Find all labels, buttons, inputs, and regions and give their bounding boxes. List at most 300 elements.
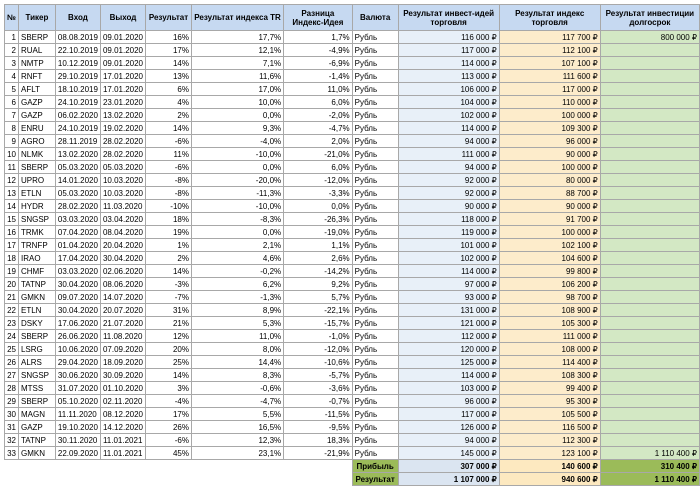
cell-index-trading[interactable]: 114 400 ₽ — [499, 356, 600, 369]
cell-ideas-trading[interactable]: 103 000 ₽ — [398, 382, 499, 395]
cell-index-trading[interactable]: 90 000 ₽ — [499, 200, 600, 213]
cell-ideas-trading[interactable]: 118 000 ₽ — [398, 213, 499, 226]
cell-ideas-trading[interactable]: 119 000 ₽ — [398, 226, 499, 239]
cell-number[interactable]: 26 — [5, 356, 19, 369]
summary-label[interactable]: Прибыль — [352, 460, 398, 473]
cell-index-trading[interactable]: 116 500 ₽ — [499, 421, 600, 434]
summary-ideas-trading[interactable]: 307 000 ₽ — [398, 460, 499, 473]
cell-index-trading[interactable]: 106 200 ₽ — [499, 278, 600, 291]
cell-result[interactable]: 45% — [146, 447, 192, 460]
cell-index-trading[interactable]: 123 100 ₽ — [499, 447, 600, 460]
cell-number[interactable]: 5 — [5, 83, 19, 96]
cell-diff[interactable]: -5,7% — [284, 369, 352, 382]
cell-index-trading[interactable]: 104 600 ₽ — [499, 252, 600, 265]
cell-index-tr[interactable]: 6,2% — [191, 278, 283, 291]
cell-number[interactable]: 24 — [5, 330, 19, 343]
cell-ticker[interactable]: MAGN — [18, 408, 55, 421]
cell-index-trading[interactable]: 117 000 ₽ — [499, 83, 600, 96]
cell-ticker[interactable]: SBERP — [18, 395, 55, 408]
cell-diff[interactable]: -10,6% — [284, 356, 352, 369]
summary-longterm[interactable]: 310 400 ₽ — [600, 460, 699, 473]
cell-ticker[interactable]: AFLT — [18, 83, 55, 96]
cell-ideas-trading[interactable]: 94 000 ₽ — [398, 434, 499, 447]
cell-exit-date[interactable]: 23.01.2020 — [100, 96, 145, 109]
cell-entry-date[interactable]: 17.06.2020 — [55, 317, 100, 330]
cell-longterm[interactable] — [600, 148, 699, 161]
cell-ideas-trading[interactable]: 101 000 ₽ — [398, 239, 499, 252]
cell-longterm[interactable] — [600, 434, 699, 447]
cell-result[interactable]: 31% — [146, 304, 192, 317]
cell-exit-date[interactable]: 09.01.2020 — [100, 44, 145, 57]
cell-ideas-trading[interactable]: 116 000 ₽ — [398, 31, 499, 44]
cell-exit-date[interactable]: 14.12.2020 — [100, 421, 145, 434]
cell-index-tr[interactable]: 17,0% — [191, 83, 283, 96]
cell-number[interactable]: 9 — [5, 135, 19, 148]
cell-currency[interactable]: Рубль — [352, 356, 398, 369]
cell-longterm[interactable] — [600, 135, 699, 148]
cell-index-trading[interactable]: 105 500 ₽ — [499, 408, 600, 421]
cell-exit-date[interactable]: 28.02.2020 — [100, 148, 145, 161]
cell-index-tr[interactable]: 23,1% — [191, 447, 283, 460]
cell-number[interactable]: 14 — [5, 200, 19, 213]
cell-ideas-trading[interactable]: 114 000 ₽ — [398, 369, 499, 382]
cell-ticker[interactable]: SBERP — [18, 330, 55, 343]
cell-index-tr[interactable]: -10,0% — [191, 148, 283, 161]
cell-index-trading[interactable]: 111 000 ₽ — [499, 330, 600, 343]
cell-result[interactable]: 14% — [146, 122, 192, 135]
cell-index-tr[interactable]: 16,5% — [191, 421, 283, 434]
cell-exit-date[interactable]: 14.07.2020 — [100, 291, 145, 304]
cell-currency[interactable]: Рубль — [352, 109, 398, 122]
cell-longterm[interactable] — [600, 57, 699, 70]
cell-diff[interactable]: -19,0% — [284, 226, 352, 239]
cell-exit-date[interactable]: 05.03.2020 — [100, 161, 145, 174]
cell-diff[interactable]: 11,0% — [284, 83, 352, 96]
cell-index-trading[interactable]: 90 000 ₽ — [499, 148, 600, 161]
cell-exit-date[interactable]: 07.09.2020 — [100, 343, 145, 356]
cell-currency[interactable]: Рубль — [352, 252, 398, 265]
cell-diff[interactable]: 18,3% — [284, 434, 352, 447]
cell-ideas-trading[interactable]: 126 000 ₽ — [398, 421, 499, 434]
cell-ticker[interactable]: NMTP — [18, 57, 55, 70]
cell-ticker[interactable]: NLMK — [18, 148, 55, 161]
cell-ticker[interactable]: SNGSP — [18, 213, 55, 226]
cell-ideas-trading[interactable]: 102 000 ₽ — [398, 109, 499, 122]
cell-result[interactable]: 12% — [146, 330, 192, 343]
cell-exit-date[interactable]: 02.11.2020 — [100, 395, 145, 408]
cell-ticker[interactable]: GMKN — [18, 447, 55, 460]
cell-currency[interactable]: Рубль — [352, 434, 398, 447]
cell-index-tr[interactable]: -0,6% — [191, 382, 283, 395]
cell-ideas-trading[interactable]: 92 000 ₽ — [398, 187, 499, 200]
cell-result[interactable]: 18% — [146, 213, 192, 226]
cell-index-tr[interactable]: 0,0% — [191, 226, 283, 239]
cell-currency[interactable]: Рубль — [352, 57, 398, 70]
cell-exit-date[interactable]: 03.04.2020 — [100, 213, 145, 226]
cell-currency[interactable]: Рубль — [352, 70, 398, 83]
cell-exit-date[interactable]: 10.03.2020 — [100, 174, 145, 187]
cell-index-tr[interactable]: 17,7% — [191, 31, 283, 44]
cell-number[interactable]: 29 — [5, 395, 19, 408]
cell-entry-date[interactable]: 13.02.2020 — [55, 148, 100, 161]
cell-index-tr[interactable]: 12,3% — [191, 434, 283, 447]
cell-longterm[interactable] — [600, 291, 699, 304]
cell-ideas-trading[interactable]: 96 000 ₽ — [398, 395, 499, 408]
cell-entry-date[interactable]: 22.09.2020 — [55, 447, 100, 460]
cell-exit-date[interactable]: 11.03.2020 — [100, 200, 145, 213]
cell-longterm[interactable] — [600, 174, 699, 187]
cell-longterm[interactable] — [600, 343, 699, 356]
cell-currency[interactable]: Рубль — [352, 395, 398, 408]
cell-longterm[interactable] — [600, 70, 699, 83]
cell-result[interactable]: -6% — [146, 135, 192, 148]
cell-currency[interactable]: Рубль — [352, 83, 398, 96]
cell-index-trading[interactable]: 102 100 ₽ — [499, 239, 600, 252]
cell-currency[interactable]: Рубль — [352, 122, 398, 135]
cell-index-trading[interactable]: 108 300 ₽ — [499, 369, 600, 382]
cell-result[interactable]: -8% — [146, 187, 192, 200]
cell-number[interactable]: 10 — [5, 148, 19, 161]
cell-index-trading[interactable]: 99 800 ₽ — [499, 265, 600, 278]
cell-result[interactable]: 6% — [146, 83, 192, 96]
cell-entry-date[interactable]: 30.04.2020 — [55, 304, 100, 317]
cell-number[interactable]: 7 — [5, 109, 19, 122]
cell-currency[interactable]: Рубль — [352, 148, 398, 161]
cell-result[interactable]: -6% — [146, 161, 192, 174]
cell-currency[interactable]: Рубль — [352, 265, 398, 278]
cell-ideas-trading[interactable]: 94 000 ₽ — [398, 161, 499, 174]
cell-entry-date[interactable]: 19.10.2020 — [55, 421, 100, 434]
cell-result[interactable]: 14% — [146, 369, 192, 382]
cell-diff[interactable]: 6,0% — [284, 96, 352, 109]
cell-currency[interactable]: Рубль — [352, 200, 398, 213]
cell-result[interactable]: 25% — [146, 356, 192, 369]
cell-number[interactable]: 33 — [5, 447, 19, 460]
cell-currency[interactable]: Рубль — [352, 343, 398, 356]
cell-ticker[interactable]: TRNFP — [18, 239, 55, 252]
cell-diff[interactable]: -3,6% — [284, 382, 352, 395]
cell-currency[interactable]: Рубль — [352, 421, 398, 434]
cell-ideas-trading[interactable]: 145 000 ₽ — [398, 447, 499, 460]
cell-longterm[interactable] — [600, 96, 699, 109]
cell-index-trading[interactable]: 109 300 ₽ — [499, 122, 600, 135]
cell-index-tr[interactable]: 5,5% — [191, 408, 283, 421]
cell-ideas-trading[interactable]: 114 000 ₽ — [398, 57, 499, 70]
cell-ideas-trading[interactable]: 104 000 ₽ — [398, 96, 499, 109]
cell-result[interactable]: 4% — [146, 96, 192, 109]
cell-result[interactable]: -8% — [146, 174, 192, 187]
cell-result[interactable]: 17% — [146, 408, 192, 421]
cell-index-tr[interactable]: -10,0% — [191, 200, 283, 213]
cell-index-trading[interactable]: 112 100 ₽ — [499, 44, 600, 57]
cell-currency[interactable]: Рубль — [352, 291, 398, 304]
cell-ideas-trading[interactable]: 121 000 ₽ — [398, 317, 499, 330]
summary-index-trading[interactable]: 140 600 ₽ — [499, 460, 600, 473]
cell-result[interactable]: 11% — [146, 148, 192, 161]
cell-diff[interactable]: -6,9% — [284, 57, 352, 70]
cell-result[interactable]: 2% — [146, 252, 192, 265]
cell-index-tr[interactable]: 8,0% — [191, 343, 283, 356]
cell-exit-date[interactable]: 17.01.2020 — [100, 70, 145, 83]
cell-index-tr[interactable]: -11,3% — [191, 187, 283, 200]
cell-number[interactable]: 18 — [5, 252, 19, 265]
cell-longterm[interactable] — [600, 421, 699, 434]
cell-index-tr[interactable]: 14,4% — [191, 356, 283, 369]
cell-result[interactable]: 20% — [146, 343, 192, 356]
cell-exit-date[interactable]: 09.01.2020 — [100, 31, 145, 44]
cell-currency[interactable]: Рубль — [352, 226, 398, 239]
cell-diff[interactable]: -21,0% — [284, 148, 352, 161]
cell-result[interactable]: 16% — [146, 31, 192, 44]
cell-index-trading[interactable]: 107 100 ₽ — [499, 57, 600, 70]
cell-number[interactable]: 21 — [5, 291, 19, 304]
cell-longterm[interactable] — [600, 239, 699, 252]
cell-longterm[interactable] — [600, 200, 699, 213]
cell-entry-date[interactable]: 29.04.2020 — [55, 356, 100, 369]
cell-ticker[interactable]: ALRS — [18, 356, 55, 369]
cell-exit-date[interactable]: 30.09.2020 — [100, 369, 145, 382]
cell-result[interactable]: 13% — [146, 70, 192, 83]
cell-diff[interactable]: -3,3% — [284, 187, 352, 200]
cell-number[interactable]: 27 — [5, 369, 19, 382]
cell-currency[interactable]: Рубль — [352, 317, 398, 330]
cell-number[interactable]: 6 — [5, 96, 19, 109]
cell-entry-date[interactable]: 17.04.2020 — [55, 252, 100, 265]
cell-entry-date[interactable]: 30.11.2020 — [55, 434, 100, 447]
cell-exit-date[interactable]: 11.08.2020 — [100, 330, 145, 343]
cell-number[interactable]: 23 — [5, 317, 19, 330]
cell-exit-date[interactable]: 13.02.2020 — [100, 109, 145, 122]
cell-result[interactable]: 3% — [146, 382, 192, 395]
cell-currency[interactable]: Рубль — [352, 382, 398, 395]
cell-ticker[interactable]: SBERP — [18, 161, 55, 174]
cell-currency[interactable]: Рубль — [352, 135, 398, 148]
cell-ideas-trading[interactable]: 102 000 ₽ — [398, 252, 499, 265]
cell-index-trading[interactable]: 108 900 ₽ — [499, 304, 600, 317]
cell-exit-date[interactable]: 02.06.2020 — [100, 265, 145, 278]
cell-index-trading[interactable]: 100 000 ₽ — [499, 109, 600, 122]
cell-exit-date[interactable]: 08.06.2020 — [100, 278, 145, 291]
cell-entry-date[interactable]: 28.11.2019 — [55, 135, 100, 148]
cell-entry-date[interactable]: 29.10.2019 — [55, 70, 100, 83]
cell-entry-date[interactable]: 07.04.2020 — [55, 226, 100, 239]
cell-ticker[interactable]: TRMK — [18, 226, 55, 239]
cell-longterm[interactable] — [600, 408, 699, 421]
cell-number[interactable]: 30 — [5, 408, 19, 421]
cell-index-tr[interactable]: 0,0% — [191, 109, 283, 122]
cell-number[interactable]: 4 — [5, 70, 19, 83]
cell-entry-date[interactable]: 14.01.2020 — [55, 174, 100, 187]
cell-longterm[interactable] — [600, 278, 699, 291]
cell-diff[interactable]: -21,9% — [284, 447, 352, 460]
cell-result[interactable]: -6% — [146, 434, 192, 447]
cell-ticker[interactable]: HYDR — [18, 200, 55, 213]
cell-currency[interactable]: Рубль — [352, 187, 398, 200]
cell-longterm[interactable] — [600, 161, 699, 174]
cell-ticker[interactable]: GAZP — [18, 109, 55, 122]
cell-longterm[interactable] — [600, 213, 699, 226]
cell-ticker[interactable]: SBERP — [18, 31, 55, 44]
cell-longterm[interactable] — [600, 187, 699, 200]
cell-currency[interactable]: Рубль — [352, 330, 398, 343]
cell-diff[interactable]: -22,1% — [284, 304, 352, 317]
cell-exit-date[interactable]: 20.04.2020 — [100, 239, 145, 252]
cell-longterm[interactable] — [600, 83, 699, 96]
cell-ideas-trading[interactable]: 117 000 ₽ — [398, 44, 499, 57]
cell-entry-date[interactable]: 26.06.2020 — [55, 330, 100, 343]
cell-index-trading[interactable]: 91 700 ₽ — [499, 213, 600, 226]
cell-ideas-trading[interactable]: 131 000 ₽ — [398, 304, 499, 317]
cell-ideas-trading[interactable]: 125 000 ₽ — [398, 356, 499, 369]
cell-index-tr[interactable]: 0,0% — [191, 161, 283, 174]
cell-entry-date[interactable]: 30.06.2020 — [55, 369, 100, 382]
cell-diff[interactable]: -15,7% — [284, 317, 352, 330]
cell-longterm[interactable] — [600, 356, 699, 369]
cell-ideas-trading[interactable]: 90 000 ₽ — [398, 200, 499, 213]
cell-diff[interactable]: 0,0% — [284, 200, 352, 213]
cell-ideas-trading[interactable]: 111 000 ₽ — [398, 148, 499, 161]
cell-result[interactable]: 17% — [146, 44, 192, 57]
cell-entry-date[interactable]: 10.06.2020 — [55, 343, 100, 356]
cell-longterm[interactable] — [600, 122, 699, 135]
cell-index-trading[interactable]: 88 700 ₽ — [499, 187, 600, 200]
cell-entry-date[interactable]: 22.10.2019 — [55, 44, 100, 57]
cell-index-trading[interactable]: 108 000 ₽ — [499, 343, 600, 356]
cell-ticker[interactable]: TATNP — [18, 278, 55, 291]
cell-currency[interactable]: Рубль — [352, 239, 398, 252]
cell-number[interactable]: 20 — [5, 278, 19, 291]
cell-diff[interactable]: -4,7% — [284, 122, 352, 135]
cell-currency[interactable]: Рубль — [352, 304, 398, 317]
cell-index-trading[interactable]: 96 000 ₽ — [499, 135, 600, 148]
cell-ticker[interactable]: CHMF — [18, 265, 55, 278]
cell-index-tr[interactable]: 5,3% — [191, 317, 283, 330]
cell-entry-date[interactable]: 05.10.2020 — [55, 395, 100, 408]
cell-ticker[interactable]: MTSS — [18, 382, 55, 395]
cell-number[interactable]: 16 — [5, 226, 19, 239]
cell-number[interactable]: 25 — [5, 343, 19, 356]
cell-index-tr[interactable]: 2,1% — [191, 239, 283, 252]
cell-index-tr[interactable]: -4,0% — [191, 135, 283, 148]
cell-currency[interactable]: Рубль — [352, 447, 398, 460]
cell-entry-date[interactable]: 05.03.2020 — [55, 161, 100, 174]
cell-currency[interactable]: Рубль — [352, 278, 398, 291]
cell-exit-date[interactable]: 30.04.2020 — [100, 252, 145, 265]
cell-diff[interactable]: -9,5% — [284, 421, 352, 434]
cell-index-trading[interactable]: 110 000 ₽ — [499, 96, 600, 109]
cell-currency[interactable]: Рубль — [352, 44, 398, 57]
cell-result[interactable]: -10% — [146, 200, 192, 213]
cell-currency[interactable]: Рубль — [352, 31, 398, 44]
cell-currency[interactable]: Рубль — [352, 161, 398, 174]
cell-number[interactable]: 13 — [5, 187, 19, 200]
cell-exit-date[interactable]: 20.07.2020 — [100, 304, 145, 317]
cell-diff[interactable]: -12,0% — [284, 343, 352, 356]
cell-entry-date[interactable]: 28.02.2020 — [55, 200, 100, 213]
cell-entry-date[interactable]: 18.10.2019 — [55, 83, 100, 96]
cell-ideas-trading[interactable]: 114 000 ₽ — [398, 122, 499, 135]
cell-ticker[interactable]: SNGSP — [18, 369, 55, 382]
cell-entry-date[interactable]: 24.10.2019 — [55, 122, 100, 135]
cell-exit-date[interactable]: 19.02.2020 — [100, 122, 145, 135]
cell-number[interactable]: 17 — [5, 239, 19, 252]
cell-entry-date[interactable]: 03.03.2020 — [55, 265, 100, 278]
cell-diff[interactable]: -12,0% — [284, 174, 352, 187]
cell-entry-date[interactable]: 03.03.2020 — [55, 213, 100, 226]
cell-ideas-trading[interactable]: 117 000 ₽ — [398, 408, 499, 421]
cell-longterm[interactable] — [600, 226, 699, 239]
cell-index-trading[interactable]: 117 700 ₽ — [499, 31, 600, 44]
cell-ticker[interactable]: GMKN — [18, 291, 55, 304]
cell-entry-date[interactable]: 06.02.2020 — [55, 109, 100, 122]
cell-ideas-trading[interactable]: 120 000 ₽ — [398, 343, 499, 356]
cell-exit-date[interactable]: 11.01.2021 — [100, 447, 145, 460]
cell-result[interactable]: 21% — [146, 317, 192, 330]
summary-ideas-trading[interactable]: 1 107 000 ₽ — [398, 473, 499, 486]
cell-number[interactable]: 11 — [5, 161, 19, 174]
cell-entry-date[interactable]: 09.07.2020 — [55, 291, 100, 304]
cell-longterm[interactable] — [600, 44, 699, 57]
cell-ticker[interactable]: RNFT — [18, 70, 55, 83]
cell-ticker[interactable]: GAZP — [18, 96, 55, 109]
cell-number[interactable]: 12 — [5, 174, 19, 187]
cell-ideas-trading[interactable]: 106 000 ₽ — [398, 83, 499, 96]
cell-ticker[interactable]: GAZP — [18, 421, 55, 434]
cell-exit-date[interactable]: 10.03.2020 — [100, 187, 145, 200]
cell-diff[interactable]: -1,0% — [284, 330, 352, 343]
cell-longterm[interactable] — [600, 395, 699, 408]
cell-result[interactable]: 26% — [146, 421, 192, 434]
cell-index-tr[interactable]: 8,3% — [191, 369, 283, 382]
cell-longterm[interactable] — [600, 109, 699, 122]
cell-exit-date[interactable]: 01.10.2020 — [100, 382, 145, 395]
cell-number[interactable]: 31 — [5, 421, 19, 434]
cell-index-trading[interactable]: 112 300 ₽ — [499, 434, 600, 447]
cell-diff[interactable]: 5,7% — [284, 291, 352, 304]
cell-diff[interactable]: -0,7% — [284, 395, 352, 408]
cell-index-trading[interactable]: 100 000 ₽ — [499, 161, 600, 174]
cell-result[interactable]: -3% — [146, 278, 192, 291]
cell-ticker[interactable]: RUAL — [18, 44, 55, 57]
cell-index-tr[interactable]: 12,1% — [191, 44, 283, 57]
cell-index-tr[interactable]: 9,3% — [191, 122, 283, 135]
cell-ideas-trading[interactable]: 94 000 ₽ — [398, 135, 499, 148]
cell-diff[interactable]: -2,0% — [284, 109, 352, 122]
cell-ideas-trading[interactable]: 97 000 ₽ — [398, 278, 499, 291]
cell-diff[interactable]: -14,2% — [284, 265, 352, 278]
cell-result[interactable]: -7% — [146, 291, 192, 304]
cell-index-trading[interactable]: 111 600 ₽ — [499, 70, 600, 83]
cell-entry-date[interactable]: 24.10.2019 — [55, 96, 100, 109]
cell-index-trading[interactable]: 95 300 ₽ — [499, 395, 600, 408]
cell-ticker[interactable]: ETLN — [18, 304, 55, 317]
summary-label[interactable]: Результат — [352, 473, 398, 486]
cell-diff[interactable]: 1,7% — [284, 31, 352, 44]
cell-ticker[interactable]: IRAO — [18, 252, 55, 265]
cell-currency[interactable]: Рубль — [352, 174, 398, 187]
cell-longterm[interactable] — [600, 265, 699, 278]
summary-longterm[interactable]: 1 110 400 ₽ — [600, 473, 699, 486]
cell-index-tr[interactable]: -8,3% — [191, 213, 283, 226]
cell-ideas-trading[interactable]: 92 000 ₽ — [398, 174, 499, 187]
cell-longterm[interactable] — [600, 330, 699, 343]
cell-result[interactable]: 14% — [146, 265, 192, 278]
cell-index-tr[interactable]: 4,6% — [191, 252, 283, 265]
cell-exit-date[interactable]: 21.07.2020 — [100, 317, 145, 330]
cell-index-tr[interactable]: 11,6% — [191, 70, 283, 83]
cell-entry-date[interactable]: 30.04.2020 — [55, 278, 100, 291]
cell-ticker[interactable]: ENRU — [18, 122, 55, 135]
